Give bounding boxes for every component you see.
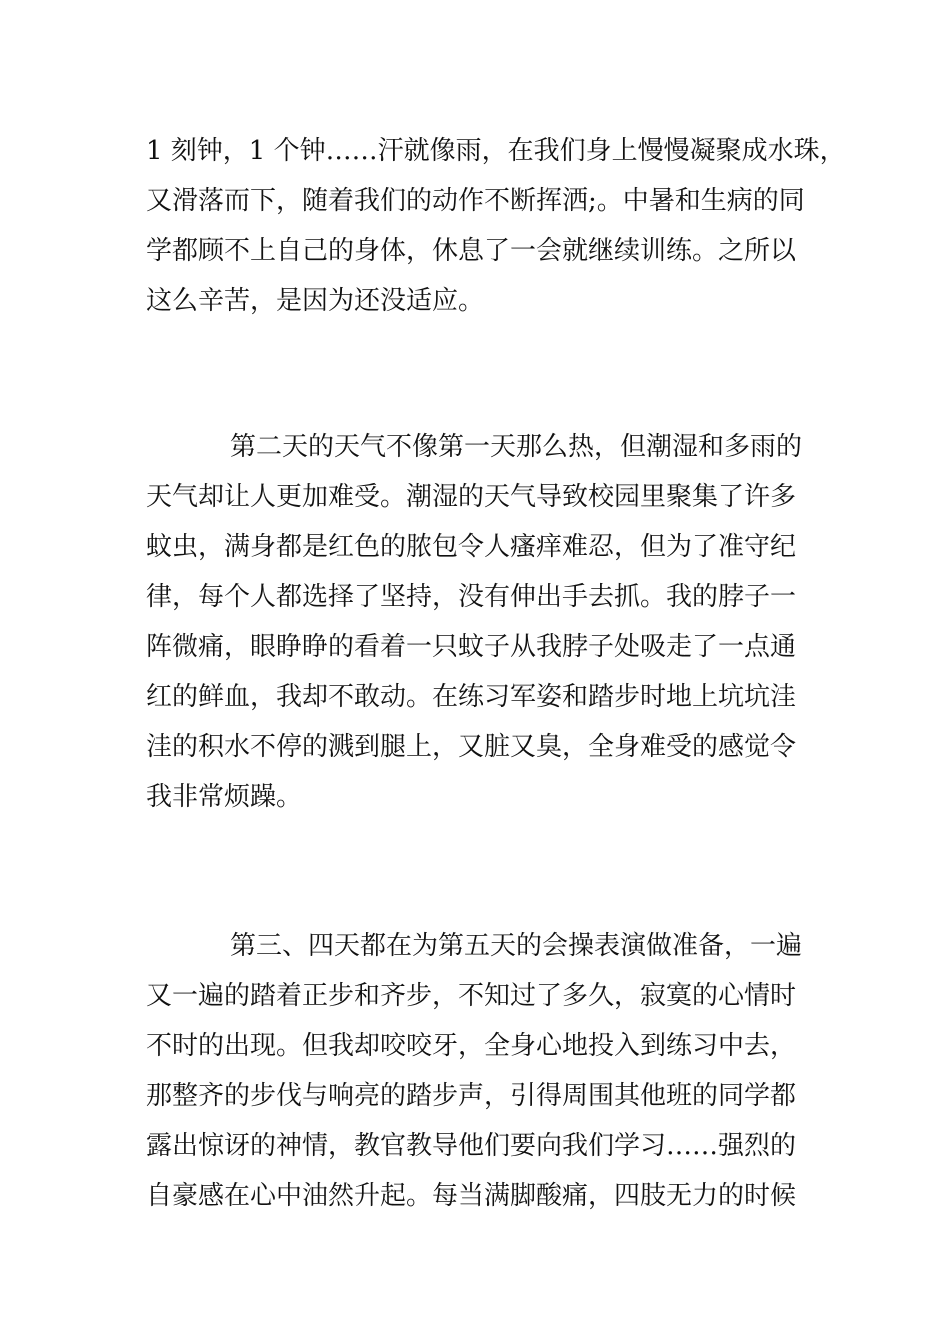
text-line: 露出惊讶的神情，教官教导他们要向我们学习……强烈的 xyxy=(146,1131,797,1161)
text-line: 那整齐的步伐与响亮的踏步声，引得周围其他班的同学都 xyxy=(146,1081,797,1111)
text-line: 我非常烦躁。 xyxy=(146,782,303,812)
paragraph-3 xyxy=(146,921,814,1221)
text-line: 红的鲜血，我却不敢动。在练习军姿和踏步时地上坑坑洼 xyxy=(146,682,797,712)
text-line: 又一遍的踏着正步和齐步，不知过了多久，寂寞的心情时 xyxy=(146,981,797,1011)
text-line: 第二天的天气不像第一天那么热，但潮湿和多雨的 xyxy=(230,432,803,462)
text-line: 这么辛苦，是因为还没适应。 xyxy=(146,286,485,316)
paragraph-1 xyxy=(146,126,846,326)
text-line: 律，每个人都选择了坚持，没有伸出手去抓。我的脖子一 xyxy=(146,582,797,612)
text-line: 1 刻钟，1 个钟……汗就像雨，在我们身上慢慢凝聚成水珠， xyxy=(146,136,846,166)
text-line: 洼的积水不停的溅到腿上，又脏又臭，全身难受的感觉令 xyxy=(146,732,797,762)
text-line: 学都顾不上自己的身体，休息了一会就继续训练。之所以 xyxy=(146,236,797,266)
text-line: 第三、四天都在为第五天的会操表演做准备，一遍 xyxy=(230,931,803,961)
text-line: 蚊虫，满身都是红色的脓包令人瘙痒难忍，但为了准守纪 xyxy=(146,532,797,562)
paragraph-2 xyxy=(146,422,814,822)
text-line: 又滑落而下，随着我们的动作不断挥洒;。中暑和生病的同 xyxy=(146,186,805,216)
text-line: 天气却让人更加难受。潮湿的天气导致校园里聚集了许多 xyxy=(146,482,797,512)
text-line: 阵微痛，眼睁睁的看着一只蚊子从我脖子处吸走了一点通 xyxy=(146,632,797,662)
text-line: 不时的出现。但我却咬咬牙，全身心地投入到练习中去， xyxy=(146,1031,797,1061)
text-line: 自豪感在心中油然升起。每当满脚酸痛，四肢无力的时候 xyxy=(146,1181,797,1211)
